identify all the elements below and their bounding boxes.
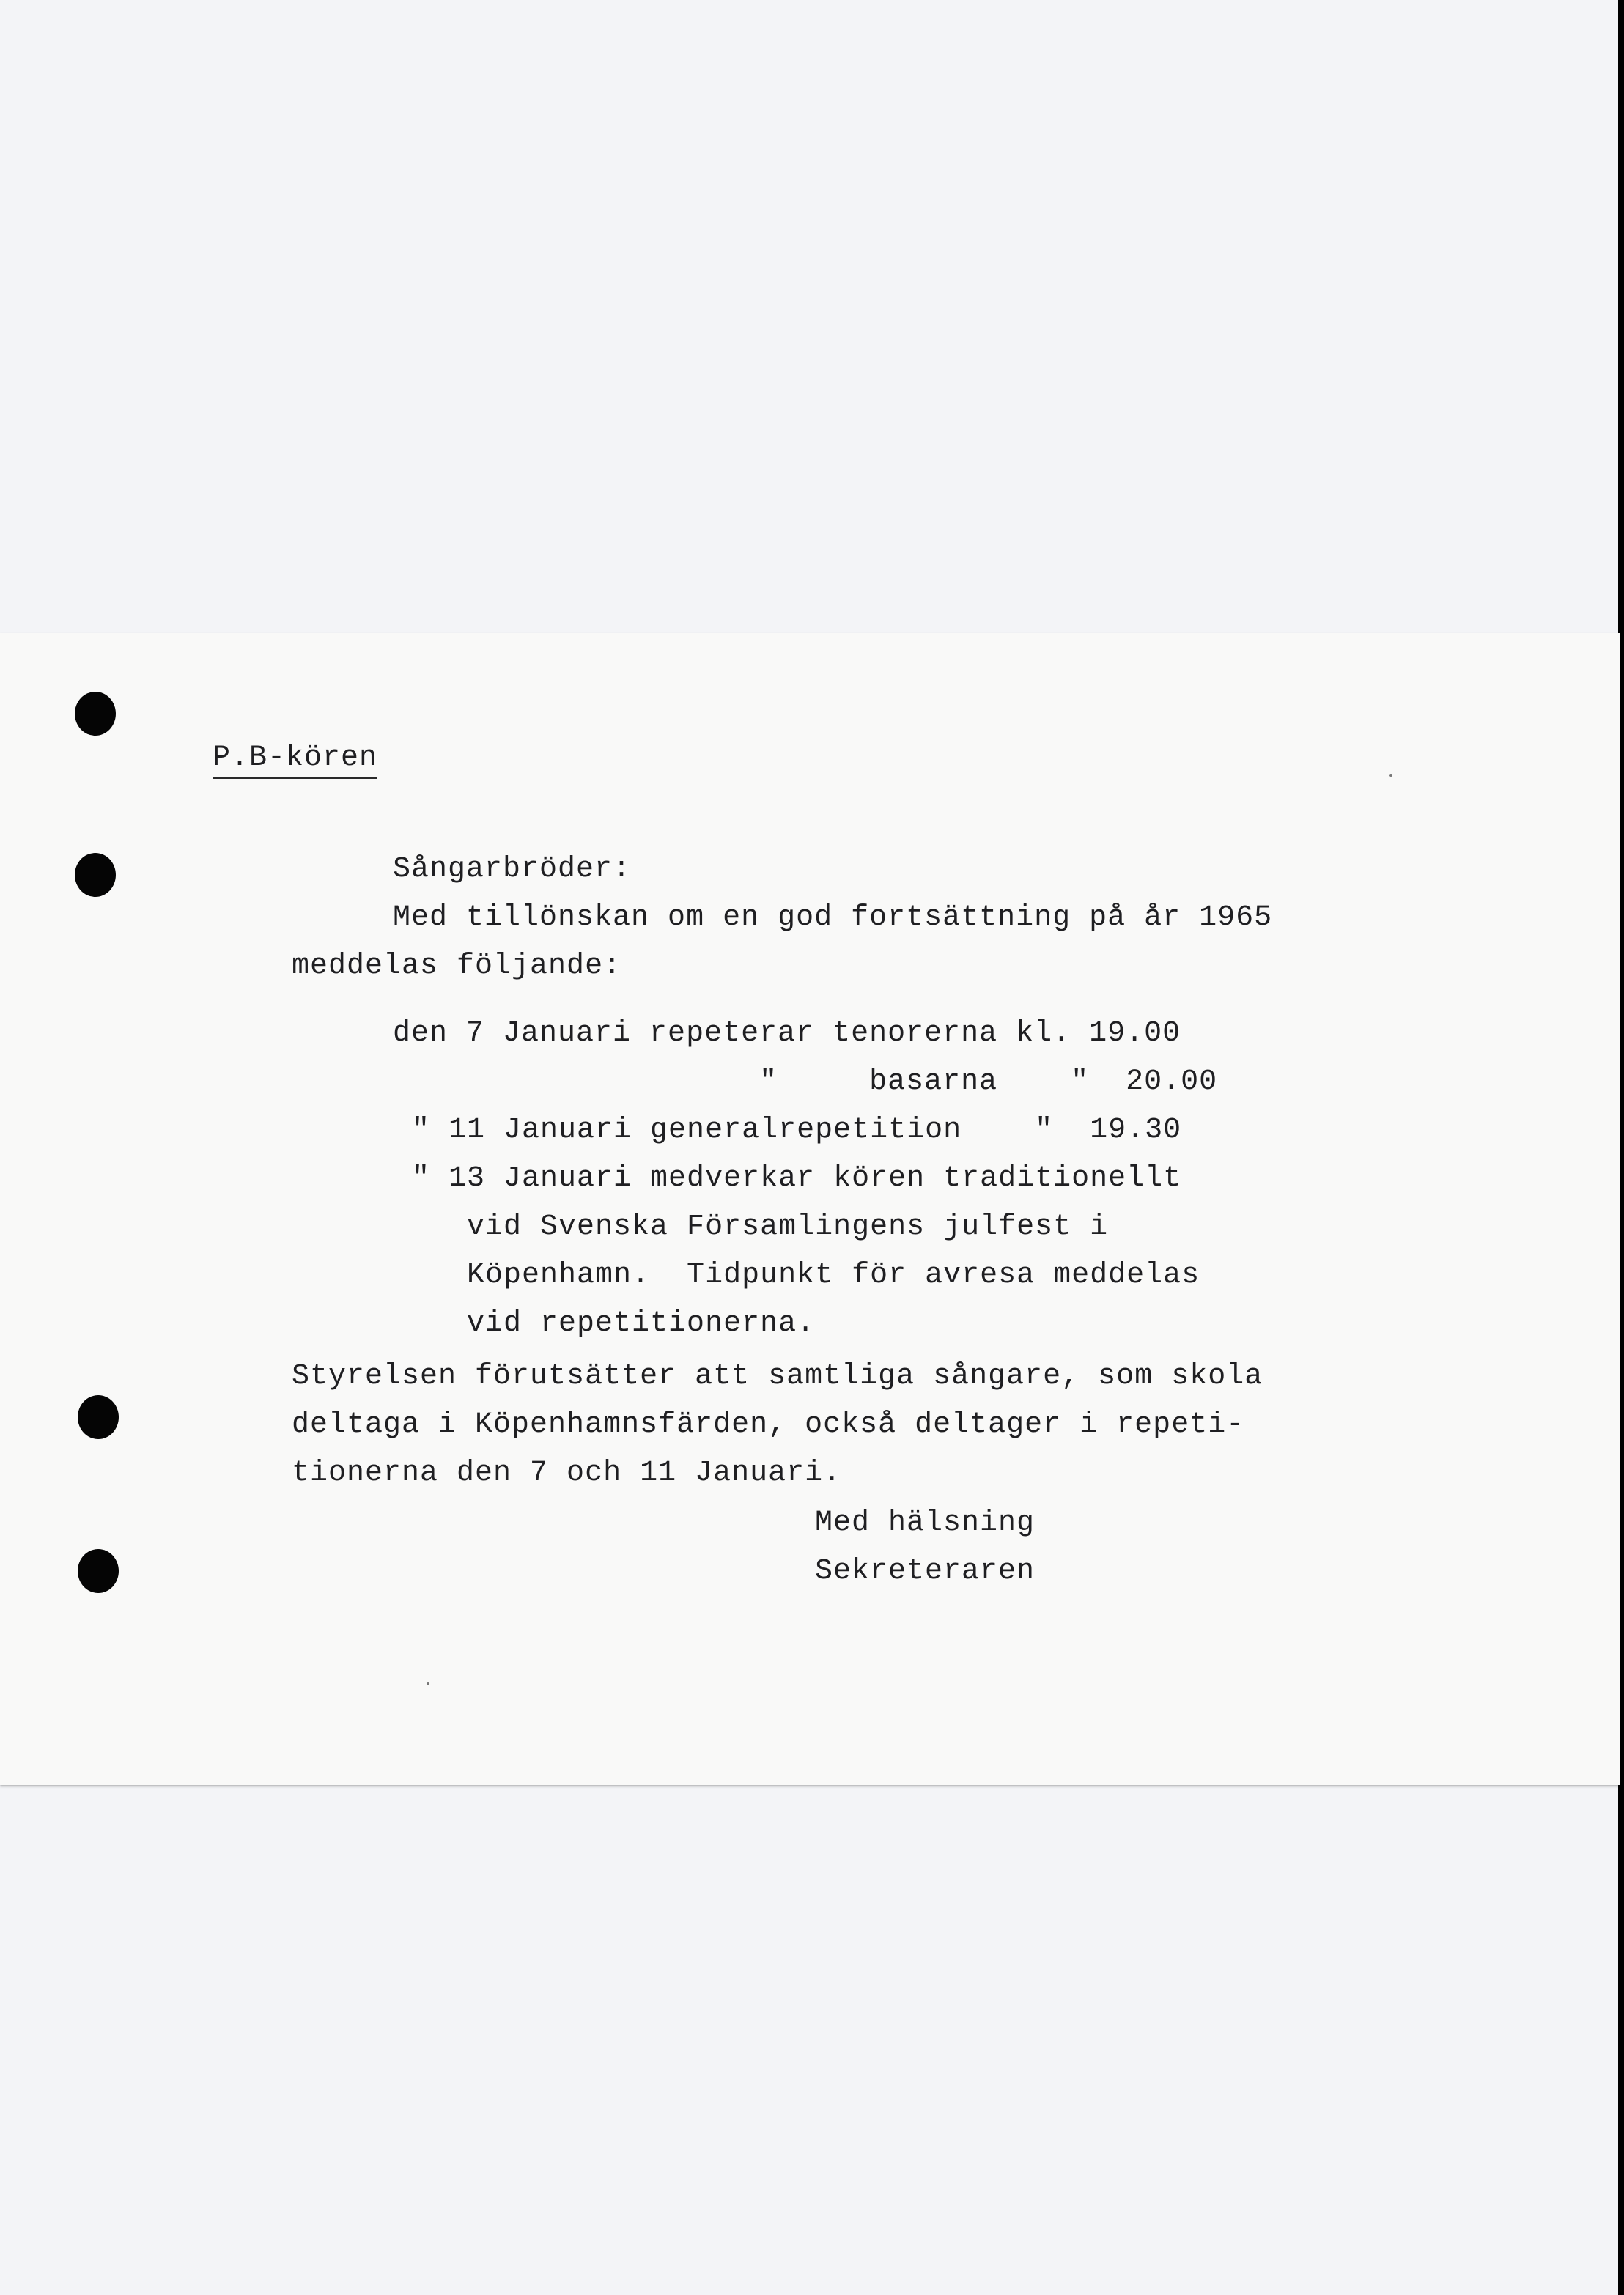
intro-line: meddelas följande:: [292, 950, 622, 983]
body-line: Styrelsen förutsätter att samtliga sångare, som skola: [292, 1360, 1263, 1393]
body-line: deltaga i Köpenhamnsfärden, också deltager i repeti-: [292, 1408, 1245, 1441]
signature: Sekreteraren: [815, 1555, 1036, 1588]
punch-hole: [78, 1549, 119, 1593]
punch-hole: [78, 1395, 119, 1439]
schedule-line: Köpenhamn. Tidpunkt för avresa meddelas: [412, 1259, 1200, 1292]
paper-speck: [427, 1682, 429, 1685]
schedule-line: vid Svenska Församlingens julfest i: [412, 1211, 1109, 1243]
backing-sheet-top: [0, 0, 1618, 643]
body-line: tionerna den 7 och 11 Januari.: [292, 1457, 842, 1490]
schedule-line: " 13 Januari medverkar kören traditionellt: [412, 1162, 1182, 1195]
letter-heading: P.B-kören: [213, 742, 377, 779]
salutation: Sångarbröder:: [393, 853, 632, 886]
schedule-line: den 7 Januari repeterar tenorerna kl. 19.00: [393, 1017, 1181, 1050]
intro-line: Med tillönskan om en god fortsättning på år 1965: [393, 901, 1273, 934]
punch-hole: [75, 692, 116, 736]
closing-line: Med hälsning: [815, 1507, 1036, 1540]
schedule-line: " basarna " 20.00: [393, 1065, 1218, 1098]
paper-speck: [1389, 774, 1392, 777]
backing-sheet-bottom: [0, 1773, 1618, 2295]
schedule-line: vid repetitionerna.: [412, 1307, 816, 1340]
schedule-line: " 11 Januari generalrepetition " 19.30: [412, 1114, 1182, 1147]
punch-hole: [75, 853, 116, 897]
